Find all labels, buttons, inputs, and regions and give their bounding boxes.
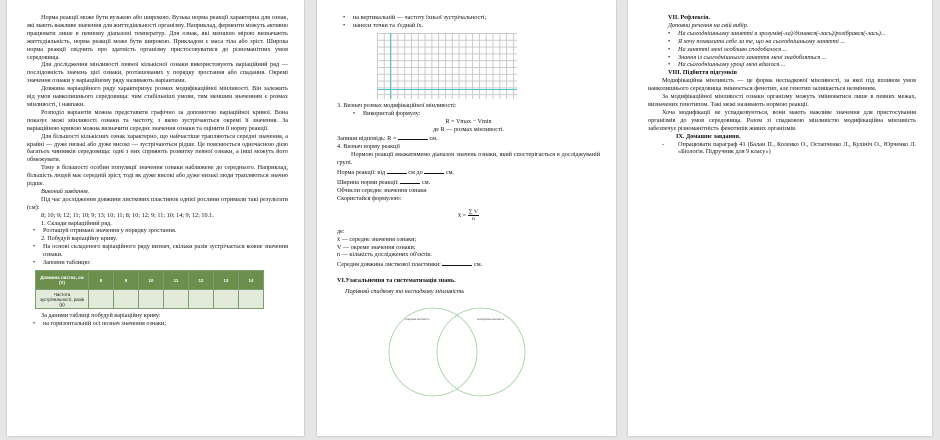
norm-mid: см до bbox=[408, 169, 423, 177]
mean-formula-lhs: x̄ = bbox=[457, 211, 467, 219]
definition: V — окреме значення ознаки; bbox=[337, 243, 416, 251]
formula-note: де R — розмах мінливості. bbox=[433, 125, 504, 133]
paragraph: Обчисли середнє значення ознаки bbox=[337, 186, 427, 194]
paragraph: Тому в більшості особин популяції значення ознаки наближене до середнього. Наприклад, більшість людей має середній зріст, тоді як дуже високі або дуже низькі люди трапляються значно рідше. bbox=[27, 164, 288, 188]
task-heading: Виконай завдання. bbox=[41, 187, 90, 195]
bullet-item: • нанеси точки та з'єднай їх. bbox=[337, 22, 600, 30]
table-cell bbox=[214, 290, 239, 309]
unit: см. bbox=[421, 178, 431, 186]
norm-label: Норма реакції: від bbox=[337, 169, 386, 177]
paragraph: Нормою реакції вважатимемо діапазон значень ознаки, який спостерігається в досліджуваній групі. bbox=[337, 151, 600, 167]
section-heading: VIII. Підбиття підсумків bbox=[668, 69, 737, 77]
table-header-cell: 14 bbox=[239, 271, 264, 290]
mean-formula-numerator: ∑ V bbox=[468, 208, 478, 215]
venn-circle-left bbox=[389, 308, 477, 396]
graph-grid bbox=[377, 33, 517, 99]
mean-length-label: Середня довжина листкової пластинки: bbox=[337, 261, 441, 269]
mean-length-line bbox=[337, 259, 600, 269]
table-header-label: Довжина листка, см (V) bbox=[36, 271, 89, 290]
bullet-item: • на вертикальній — частоту їхньої зустрічальності; bbox=[337, 14, 600, 22]
section-heading: VI.Узагальнення та систематизація знань. bbox=[337, 277, 456, 285]
document-page-2 bbox=[317, 0, 616, 436]
table-cell bbox=[239, 290, 264, 309]
table-header-row bbox=[36, 271, 264, 290]
width-label: Ширина норми реакції: bbox=[337, 178, 399, 186]
table-header-cell: 8 bbox=[89, 271, 114, 290]
formula: R = Vmax − Vmin bbox=[445, 117, 492, 125]
norm-line bbox=[337, 167, 600, 177]
blank-line bbox=[387, 167, 407, 174]
step: 4. Визнач норму реакції bbox=[337, 143, 400, 151]
table-header-cell: 12 bbox=[189, 271, 214, 290]
reflection-item: • На занятті мені особливо сподобалося ... bbox=[662, 46, 916, 54]
paragraph: Під час дослідження довжини листкових пластинок однієї рослини отримали такі результати (см): bbox=[27, 195, 288, 211]
paragraph: Хоча модифікації не успадковуються, вони мають важливе значення для пристосування організмів до умов середовища. Разом зі спадковою мінливістю модифікаційна мінливість забезпечує різноманітність фенотипів живих організмів. bbox=[648, 108, 916, 132]
table-cell bbox=[114, 290, 139, 309]
homework-item bbox=[648, 141, 916, 157]
paragraph: Модифікаційна мінливість — це форма неспадкової мінливості, за якої під впливом умов навколишнього середовища змінюється фенотип, але генотип залишається незмінним. bbox=[648, 77, 916, 93]
paragraph: Для дослідження мінливості певної кількісної ознаки використовують варіаційний ряд — послідовність значень цієї ознаки, розташованих у порядку зростання або спадання. Окремі значення ознаки у варіаційному ряду називають варіантами. bbox=[27, 61, 288, 85]
paragraph: де: bbox=[337, 227, 345, 235]
blank-line bbox=[424, 167, 444, 174]
venn-caption: Порівняй спадкову та неспадкову мінливість bbox=[345, 288, 465, 296]
blank-line bbox=[400, 177, 420, 184]
document-page-3 bbox=[628, 0, 932, 436]
paragraph: Норма реакції може бути вузькою або широкою. Вузька норма реакції характерна для ознак, які мають важливе значення для життєдіяльності організму. Наприклад, ферменти можуть активно працювати лише в певному діапазоні температур. Для ознак, які меншою мірою визначають життєдіяльність, норма реакції може бути широкою. Прикладом є маса тіла або зріст. Широка норма реакції свідчить про здатність організму пристосовуватися до різноманітних умов середовища. bbox=[27, 14, 288, 61]
table-row-label: Частота зустрічальності, разів (p) bbox=[36, 290, 89, 309]
bullet-item: • Використай формулу: bbox=[347, 110, 600, 118]
venn-circle-right bbox=[437, 308, 525, 396]
blank-line bbox=[398, 133, 428, 140]
reflection-item: • На сьогоднішньому занятті я зрозумів(-ла)/дізнався(-лась)/розібрався(-лась)... bbox=[662, 30, 916, 38]
bullet-item: • Розташуй отримані значення у порядку зростання. bbox=[27, 227, 288, 235]
venn-left-label: спадкова мінливість bbox=[405, 318, 430, 322]
data-values: 8; 10; 9; 12; 11; 10; 9; 13; 10; 11; 8; 10; 12; 9; 11; 10; 14; 9; 12; 10.1. bbox=[41, 211, 214, 219]
table-cell bbox=[189, 290, 214, 309]
venn-right-label: неспадкова мінливість bbox=[477, 318, 505, 322]
definition: x̄ — середнє значення ознаки; bbox=[337, 235, 417, 243]
mean-formula-denominator: n bbox=[471, 215, 475, 222]
paragraph: Для більшості кількісних ознак характерно, що найчастіше трапляються середні значення, а крайні — дуже низькі або дуже високі — зустрічаються рідше. Це пояснюється одночасною дією багатьох чинників середовища: одні з них сприяють розвитку певної ознаки, а інші можуть його обмежувати. bbox=[27, 132, 288, 164]
definition: n — кількість досліджених об'єктів. bbox=[337, 251, 432, 259]
unit: см. bbox=[445, 169, 455, 177]
step: 2. Побудуй варіаційну криву. bbox=[41, 235, 118, 243]
answer-line bbox=[337, 133, 600, 143]
dash-marker: - bbox=[662, 140, 665, 148]
paragraph: Скористайся формулою: bbox=[337, 194, 402, 202]
section-heading: VII. Рефлексія. bbox=[668, 14, 711, 21]
width-line bbox=[337, 177, 600, 187]
table-row bbox=[36, 290, 264, 309]
bullet-item: • на горизонтальній осі познач значення ознаки; bbox=[27, 320, 288, 328]
frequency-table bbox=[35, 270, 264, 309]
horizontal-axis bbox=[377, 89, 517, 90]
blank-line bbox=[442, 259, 472, 266]
section-heading: IX. Домашнє завдання. bbox=[676, 132, 741, 140]
homework-text: Опрацювати параграф 41 (Балан П., Коленко О., Остапченко Л., Кулініч О., Юрченко Л. «Біологія. Підручник для 9 класу») bbox=[678, 140, 916, 156]
table-header-cell: 10 bbox=[139, 271, 164, 290]
paragraph: За даними таблиці побудуй варіаційну криву: bbox=[41, 312, 161, 319]
step: 1. Склади варіаційний ряд. bbox=[41, 219, 112, 227]
reflection-item: • Знання із сьогоднішнього заняття мені знадобляться ... bbox=[662, 54, 916, 62]
section-subheading: Доповни речення на свій вибір. bbox=[668, 21, 749, 29]
bullet-item: • Заповни таблицю: bbox=[27, 259, 288, 267]
mean-formula-fraction bbox=[468, 209, 479, 222]
reflection-item: • На сьогоднішньому уроці мені вдалося ... bbox=[662, 61, 916, 69]
table-cell bbox=[89, 290, 114, 309]
table-header-cell: 11 bbox=[164, 271, 189, 290]
reflection-item: • Я хочу похвалити себе за те, що на сьогоднішньому занятті ... bbox=[662, 38, 916, 46]
document-page-1 bbox=[7, 0, 304, 436]
answer-label: Запиши відповідь: R = bbox=[337, 135, 397, 143]
table-cell bbox=[139, 290, 164, 309]
unit: см. bbox=[473, 261, 483, 269]
paragraph: Довжина варіаційного ряду характеризує розмах модифікаційної мінливості. Він залежить від умов навколишнього середовища: чим стабільніші умови, тим меншим значенням є розмах мінливості, і навпаки. bbox=[27, 85, 288, 108]
venn-diagram bbox=[377, 300, 537, 398]
mean-formula bbox=[337, 209, 600, 222]
step: 3. Визнач розмах модифікаційної мінливості: bbox=[337, 101, 457, 109]
table-header-cell: 9 bbox=[114, 271, 139, 290]
table-header-cell: 13 bbox=[214, 271, 239, 290]
table-cell bbox=[164, 290, 189, 309]
unit: см. bbox=[429, 135, 438, 143]
paragraph: Розподіл варіантів можна представити графічно за допомогою варіаційної кривої. Вона показує межі мінливості ознаки та частоту, з якою зустрічаються окремі її значення. За варіаційною кривою можна визначити середнє значення ознаки та оцінити її норму реакції. bbox=[27, 108, 288, 132]
bullet-item: • На основі складеного варіаційного ряду визнач, скільки разів зустрічається кожне значення ознаки. bbox=[27, 243, 288, 259]
paragraph: За модифікаційної мінливості ознаки організму можуть змінюватися лише в певних межах, визначених генотипом. Такі межі називають нормою реакції. bbox=[648, 93, 916, 108]
